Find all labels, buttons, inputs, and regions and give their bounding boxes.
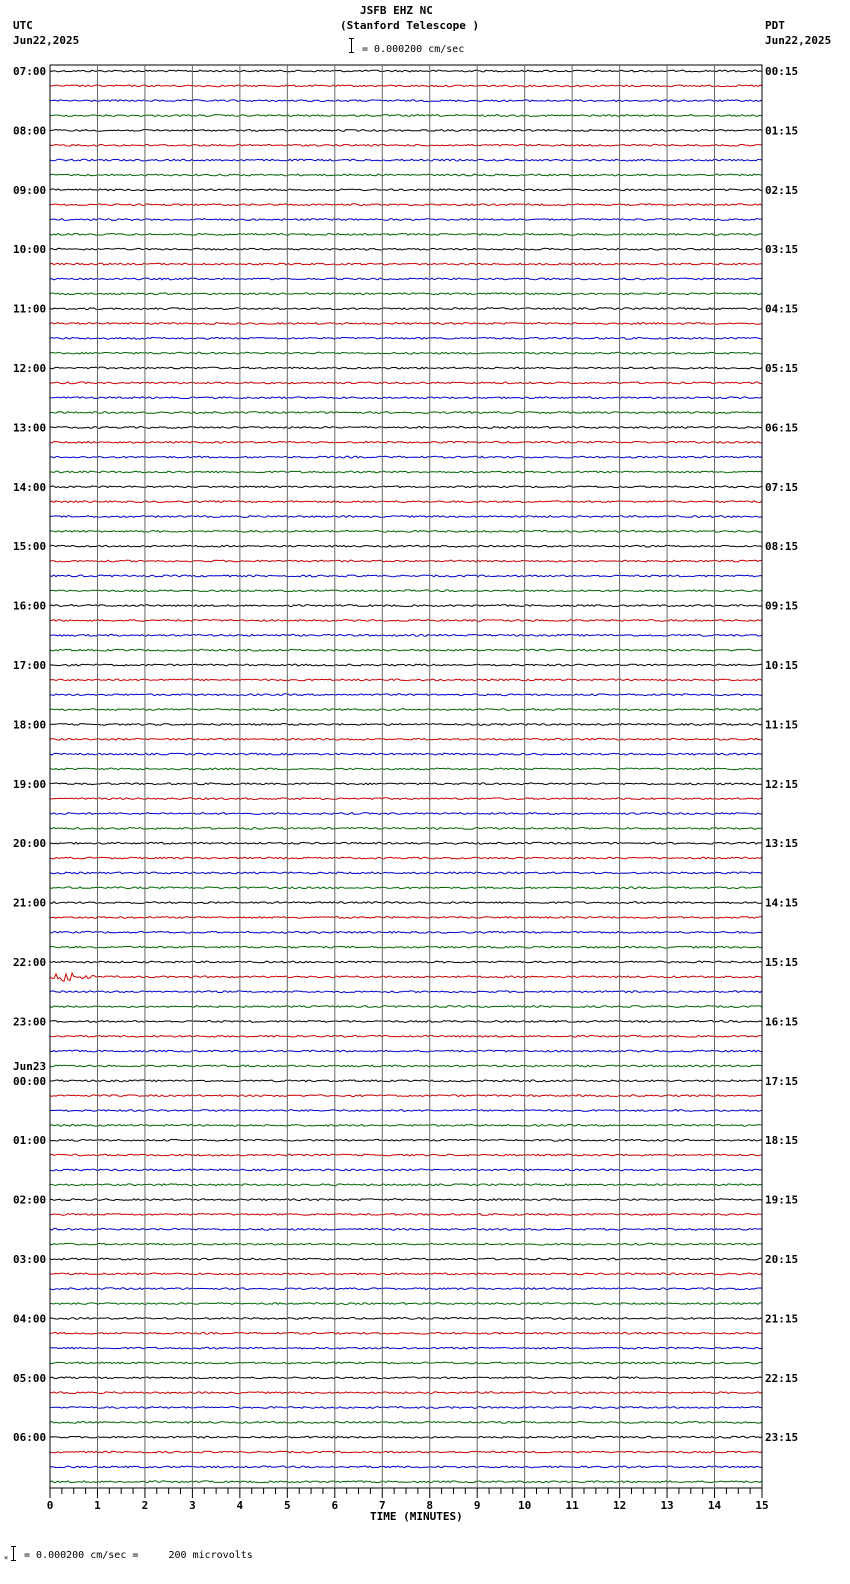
trace-row bbox=[50, 367, 762, 369]
trace-row bbox=[50, 1273, 762, 1275]
trace-row bbox=[50, 516, 762, 518]
scale-label: = 0.000200 cm/sec bbox=[362, 44, 465, 55]
trace-row bbox=[50, 1347, 762, 1349]
trace-row bbox=[50, 397, 762, 399]
x-tick-label: 3 bbox=[189, 1499, 196, 1512]
footer-scale-label: = 0.000200 cm/sec = 200 microvolts bbox=[24, 1550, 253, 1561]
trace-row bbox=[50, 694, 762, 696]
x-tick-label: 2 bbox=[141, 1499, 149, 1512]
right-hour-label: 09:15 bbox=[765, 599, 799, 613]
trace-row bbox=[50, 887, 762, 889]
trace-row bbox=[50, 115, 762, 117]
trace-row bbox=[50, 471, 762, 473]
trace-row bbox=[50, 724, 762, 726]
left-hour-label: 20:00 bbox=[13, 837, 47, 851]
left-hour-label: 15:00 bbox=[13, 540, 47, 554]
x-axis-label: TIME (MINUTES) bbox=[370, 1510, 463, 1523]
trace-row bbox=[50, 1392, 762, 1394]
trace-row bbox=[50, 709, 762, 711]
trace-row bbox=[50, 560, 762, 562]
right-hour-label: 23:15 bbox=[765, 1431, 799, 1445]
trace-row bbox=[50, 1303, 762, 1305]
left-hour-label: 23:00 bbox=[13, 1015, 47, 1029]
right-hour-label: 16:15 bbox=[765, 1015, 799, 1029]
trace-row bbox=[50, 1436, 762, 1438]
trace-row bbox=[50, 1228, 762, 1230]
trace-row bbox=[50, 1362, 762, 1364]
right-hour-label: 11:15 bbox=[765, 718, 799, 732]
right-hour-label: 07:15 bbox=[765, 480, 799, 494]
trace-row bbox=[50, 783, 762, 785]
trace-row bbox=[50, 1258, 762, 1260]
trace-row bbox=[50, 1035, 762, 1037]
trace-row bbox=[50, 1214, 762, 1216]
trace-row bbox=[50, 1110, 762, 1112]
trace-row bbox=[50, 531, 762, 533]
trace-row bbox=[50, 1288, 762, 1290]
trace-row bbox=[50, 1332, 762, 1334]
trace-row bbox=[50, 961, 762, 963]
left-hour-label: 13:00 bbox=[13, 421, 47, 435]
trace-row bbox=[50, 1377, 762, 1379]
trace-row bbox=[50, 1139, 762, 1141]
trace-row bbox=[50, 85, 762, 87]
left-hour-label: 09:00 bbox=[13, 183, 47, 197]
trace-row bbox=[50, 605, 762, 607]
right-hour-label: 08:15 bbox=[765, 540, 799, 554]
trace-row bbox=[50, 204, 762, 206]
trace-row bbox=[50, 501, 762, 503]
trace-row bbox=[50, 917, 762, 919]
x-tick-label: 10 bbox=[518, 1499, 532, 1512]
trace-row bbox=[50, 130, 762, 132]
trace-row bbox=[50, 842, 762, 844]
right-hour-label: 19:15 bbox=[765, 1193, 799, 1207]
x-tick-label: 13 bbox=[660, 1499, 674, 1512]
trace-row bbox=[50, 441, 762, 443]
trace-row bbox=[50, 1422, 762, 1424]
x-tick-label: 7 bbox=[378, 1499, 386, 1512]
trace-row bbox=[50, 1065, 762, 1067]
right-hour-label: 18:15 bbox=[765, 1134, 799, 1148]
x-tick-label: 6 bbox=[331, 1499, 339, 1512]
trace-row bbox=[50, 337, 762, 339]
left-hour-label: 01:00 bbox=[13, 1134, 47, 1148]
trace-row bbox=[50, 620, 762, 622]
trace-row bbox=[50, 828, 762, 830]
trace-row bbox=[50, 545, 762, 547]
right-hour-label: 06:15 bbox=[765, 421, 799, 435]
x-tick-label: 0 bbox=[46, 1499, 54, 1512]
trace-row bbox=[50, 1466, 762, 1468]
trace-row bbox=[50, 1481, 762, 1483]
trace-row bbox=[50, 813, 762, 815]
x-tick-label: 14 bbox=[707, 1499, 722, 1512]
left-hour-label: 16:00 bbox=[13, 599, 47, 613]
trace-row bbox=[50, 70, 762, 72]
trace-row bbox=[50, 679, 762, 681]
left-hour-label: 14:00 bbox=[13, 480, 47, 494]
trace-row bbox=[50, 1080, 762, 1082]
trace-row bbox=[50, 456, 762, 458]
trace-row bbox=[50, 159, 762, 161]
trace-row bbox=[50, 100, 762, 102]
left-hour-label: 02:00 bbox=[13, 1193, 47, 1207]
trace-row bbox=[50, 248, 762, 250]
trace-row bbox=[50, 1407, 762, 1409]
left-hour-label: 00:00 bbox=[13, 1074, 47, 1088]
left-hour-label: 06:00 bbox=[13, 1431, 47, 1445]
right-hour-label: 05:15 bbox=[765, 362, 799, 375]
left-hour-label: 19:00 bbox=[13, 777, 47, 791]
trace-row bbox=[50, 649, 762, 651]
right-hour-label: 02:15 bbox=[765, 183, 799, 197]
trace-row bbox=[50, 575, 762, 577]
x-tick-label: 5 bbox=[284, 1499, 291, 1512]
trace-row bbox=[50, 1451, 762, 1453]
right-hour-label: 14:15 bbox=[765, 896, 799, 910]
date-change-label: Jun23 bbox=[13, 1059, 47, 1073]
trace-row bbox=[50, 1006, 762, 1008]
trace-row bbox=[50, 1169, 762, 1171]
right-hour-label: 12:15 bbox=[765, 777, 799, 791]
trace-row bbox=[50, 634, 762, 636]
trace-row bbox=[50, 946, 762, 948]
left-hour-label: 04:00 bbox=[13, 1312, 47, 1326]
trace-row bbox=[50, 308, 762, 310]
x-tick-label: 12 bbox=[612, 1499, 627, 1512]
trace-row bbox=[50, 768, 762, 770]
x-tick-label: 9 bbox=[473, 1499, 481, 1512]
left-hour-label: 21:00 bbox=[13, 896, 47, 910]
left-hour-label: 12:00 bbox=[13, 362, 47, 375]
left-hour-label: 03:00 bbox=[13, 1253, 47, 1266]
trace-row bbox=[50, 427, 762, 429]
right-hour-label: 01:15 bbox=[765, 124, 799, 138]
right-hour-label: 00:15 bbox=[765, 65, 799, 78]
trace-row bbox=[50, 664, 762, 666]
trace-row bbox=[50, 931, 762, 933]
trace-row bbox=[50, 278, 762, 280]
trace-row bbox=[50, 902, 762, 904]
left-date: Jun22,2025 bbox=[13, 34, 80, 47]
trace-row bbox=[50, 144, 762, 146]
trace-row bbox=[50, 1050, 762, 1052]
trace-row bbox=[50, 973, 762, 981]
x-tick-label: 8 bbox=[426, 1499, 434, 1512]
trace-row bbox=[50, 1199, 762, 1201]
trace-row bbox=[50, 1318, 762, 1320]
right-hour-label: 10:15 bbox=[765, 659, 799, 672]
trace-row bbox=[50, 352, 762, 354]
trace-row bbox=[50, 412, 762, 414]
left-hour-label: 05:00 bbox=[13, 1371, 47, 1385]
trace-row bbox=[50, 857, 762, 859]
trace-row bbox=[50, 486, 762, 488]
right-hour-label: 21:15 bbox=[765, 1312, 799, 1326]
x-tick-label: 15 bbox=[755, 1499, 769, 1512]
left-hour-label: 08:00 bbox=[13, 124, 47, 138]
station-title: JSFB EHZ NC bbox=[360, 4, 433, 17]
right-hour-label: 13:15 bbox=[765, 837, 799, 851]
trace-row bbox=[50, 872, 762, 874]
trace-row bbox=[50, 753, 762, 755]
trace-row bbox=[50, 293, 762, 295]
trace-row bbox=[50, 798, 762, 800]
trace-row bbox=[50, 1095, 762, 1097]
left-hour-label: 07:00 bbox=[13, 65, 47, 78]
trace-row bbox=[50, 991, 762, 993]
right-date: Jun22,2025 bbox=[765, 34, 832, 47]
trace-row bbox=[50, 1021, 762, 1023]
right-hour-label: 17:15 bbox=[765, 1074, 799, 1088]
trace-row bbox=[50, 323, 762, 325]
footer-scale-icon: × bbox=[4, 1546, 18, 1562]
left-hour-label: 11:00 bbox=[13, 302, 47, 316]
left-hour-label: 22:00 bbox=[13, 956, 47, 969]
x-tick-label: 1 bbox=[94, 1499, 101, 1512]
right-timezone: PDT bbox=[765, 19, 785, 32]
trace-row bbox=[50, 382, 762, 384]
left-hour-label: 18:00 bbox=[13, 718, 47, 732]
trace-row bbox=[50, 234, 762, 236]
left-hour-label: 17:00 bbox=[13, 659, 47, 672]
site-title: (Stanford Telescope ) bbox=[340, 19, 480, 32]
trace-row bbox=[50, 174, 762, 176]
right-hour-label: 04:15 bbox=[765, 302, 799, 316]
trace-row bbox=[50, 738, 762, 740]
trace-row bbox=[50, 1184, 762, 1186]
trace-row bbox=[50, 219, 762, 221]
trace-row bbox=[50, 189, 762, 191]
trace-row bbox=[50, 1154, 762, 1156]
left-timezone: UTC bbox=[13, 19, 33, 32]
trace-row bbox=[50, 1243, 762, 1245]
left-hour-label: 10:00 bbox=[13, 243, 47, 257]
right-hour-label: 03:15 bbox=[765, 243, 799, 257]
x-tick-label: 11 bbox=[565, 1499, 579, 1512]
right-hour-label: 20:15 bbox=[765, 1253, 799, 1266]
trace-row bbox=[50, 1125, 762, 1127]
trace-row bbox=[50, 590, 762, 592]
right-hour-label: 22:15 bbox=[765, 1371, 799, 1385]
trace-row bbox=[50, 263, 762, 265]
x-tick-label: 4 bbox=[236, 1499, 244, 1512]
right-hour-label: 15:15 bbox=[765, 956, 799, 969]
